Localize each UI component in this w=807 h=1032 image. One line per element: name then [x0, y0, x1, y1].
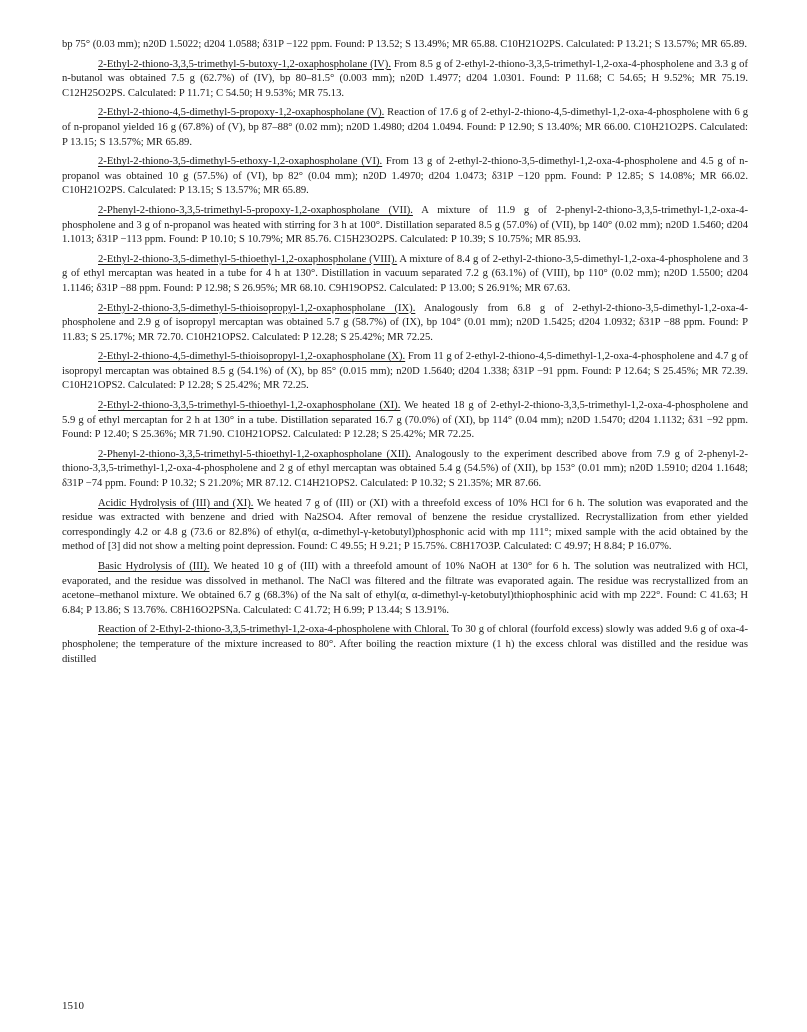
paragraph-body: bp 75° (0.03 mm); n20D 1.5022; d204 1.0588; δ31P −122 ppm. Found: P 13.52; S 13.49%; MR 65.88. C10H21O2PS. Calculated: P 13.21; S 13.57%; MR 65.89. [62, 39, 747, 50]
paragraph-heading: Reaction of 2-Ethyl-2-thiono-3,3,5-trimethyl-1,2-oxa-4-phospholene with Chloral. [98, 624, 449, 636]
paragraph-body: Analogously from 6.8 g of 2-ethyl-2-thiono-3,5-dimethyl-1,2-oxa-4-phospholene and 2.9 g of isopropyl mercaptan was obtained 5.7 g (58.7%) of (IX), bp 104° (0.01 mm); n20D 1.5425; d204 1.0932; δ31P −88 ppm. Found: P 11.83; S 25.17%; MR 72.70. C10H21OPS2. Calculated: P 12.28; S 25.42%; MR 72.25. [62, 302, 748, 343]
paragraph-chloral-reaction [62, 623, 748, 667]
paragraph-compound-v [62, 106, 748, 150]
paragraph-heading: 2-Ethyl-2-thiono-4,5-dimethyl-5-thioisopropyl-1,2-oxaphospholane (X). [98, 351, 406, 363]
paragraph-compound-viii [62, 253, 748, 297]
paragraph-body: A mixture of 8.4 g of 2-ethyl-2-thiono-3,5-dimethyl-1,2-oxa-4-phospholene and 3 g of ethyl mercaptan was heated in a tube for 4 h at 130°. Distillation in vacuum separated 7.2 g (63.1%) of (VIII), bp 110° (0.02 mm); n20D 1.5500; d204 1.1146; δ31P −88 ppm. Found: P 12.98; S 26.95%; MR 68.10. C9H19OPS2. Calculated: P 13.00; S 26.91%; MR 67.63. [62, 253, 749, 294]
paragraph-compound-x [62, 350, 748, 394]
paragraph-body: Reaction of 17.6 g of 2-ethyl-2-thiono-4,5-dimethyl-1,2-oxa-4-phospholene with 6 g of n-propanol yielded 16 g (67.8%) of (V), bp 87–88° (0.02 mm); n20D 1.4980; d204 1.0494. Found: P 12.90; S 13.40%; MR 66.00. C10H21O2PS. Calculated: P 13.15; S 13.57%; MR 65.89. [62, 107, 748, 148]
paragraph-basic-hydrolysis [62, 560, 748, 618]
paragraph-body: We heated 10 g of (III) with a threefold amount of 10% NaOH at 130° for 6 h. The solution was neutralized with HCl, evaporated, and the residue was dissolved in methanol. The NaCl was filtered and the filtrate was evaporated again. The residue was recrystallized from an acetone–methanol mixture. We obtained 6.7 g (68.3%) of the Na salt of ethyl(α, α-dimethyl-γ-ketobutyl)thiophosphinic acid with mp 222°. Found: C 41.63; H 6.84; P 13.86; S 13.76%. C8H16O2PSNa. Calculated: C 41.72; H 6.99; P 13.44; S 13.91%. [62, 561, 749, 616]
paragraph-heading: Acidic Hydrolysis of (III) and (XI). [98, 497, 254, 509]
paragraph-body: To 30 g of chloral (fourfold excess) slowly was added 9.6 g of oxa-4-phospholene; the temperature of the mixture increased to 80°. After boiling the reaction mixture (1 h) the excess chloral was distilled and the residue was distilled [62, 624, 748, 665]
paragraph-heading: 2-Ethyl-2-thiono-3,5-dimethyl-5-thioethyl-1,2-oxaphospholane (VIII). [98, 253, 398, 265]
paragraph-body: A mixture of 11.9 g of 2-phenyl-2-thiono-3,3,5-trimethyl-1,2-oxa-4-phospholene and 3 g of n-propanol was heated with stirring for 3 h at 100°. Distillation separated 8.5 g (57.0%) of (VII), bp 140° (0.02 mm); n20D 1.5460; d204 1.1013; δ31P −113 ppm. Found: P 10.10; S 10.79%; MR 85.76. C15H23O2PS. Calculated: P 10.39; S 10.75%; MR 85.93. [62, 204, 748, 246]
paragraph-compound-xi [62, 399, 748, 443]
paragraph-compound-ix [62, 302, 748, 346]
paragraph-compound-xii [62, 448, 748, 492]
paragraph-heading: 2-Phenyl-2-thiono-3,3,5-trimethyl-5-thioethyl-1,2-oxaphospholane (XII). [98, 448, 411, 460]
paragraph-heading: 2-Ethyl-2-thiono-3,3,5-trimethyl-5-butoxy-1,2-oxaphospholane (IV). [98, 58, 391, 70]
paragraph-heading: 2-Ethyl-2-thiono-3,3,5-trimethyl-5-thioethyl-1,2-oxaphospholane (XI). [98, 400, 401, 412]
paragraph-body: From 13 g of 2-ethyl-2-thiono-3,5-dimethyl-1,2-oxa-4-phospholene and 4.5 g of n-propanol was obtained 10 g (57.5%) of (VI), bp 82° (0.04 mm); n20D 1.4970; d204 1.0473; δ31P −120 ppm. Found: P 12.85; S 14.08%; MR 66.02. C10H21O2PS. Calculated: P 13.15; S 13.57%; MR 65.89. [62, 156, 748, 197]
paragraph-compound-iv [62, 58, 748, 102]
paragraph-heading: 2-Ethyl-2-thiono-3,5-dimethyl-5-thioisopropyl-1,2-oxaphospholane (IX). [98, 302, 416, 314]
paragraph-heading: 2-Ethyl-2-thiono-3,5-dimethyl-5-ethoxy-1,2-oxaphospholane (VI). [98, 156, 383, 168]
page-number: 1510 [62, 1000, 84, 1012]
paragraph-body: We heated 18 g of 2-ethyl-2-thiono-3,3,5-trimethyl-1,2-oxa-4-phospholene and 5.9 g of ethyl mercaptan for 2 h at 130° in a tube. Distillation separated 16.7 g (70.0%) of (XI), bp 114° (0.04 mm); n20D 1.5470; d204 1.1132; δ31 −92 ppm. Found: P 12.40; S 25.36%; MR 71.90. C10H21OPS2. Calculated: P 12.28; S 25.42%; MR 72.25. [62, 400, 748, 441]
paragraph-compound-vi [62, 155, 748, 199]
paragraph-compound-vii [62, 204, 748, 248]
paragraph-body: From 8.5 g of 2-ethyl-2-thiono-3,3,5-trimethyl-1,2-oxa-4-phospholene and 3.3 g of n-butanol was obtained 7.5 g (62.7%) of (IV), bp 80–81.5° (0.003 mm); n20D 1.4977; d204 1.0301. Found: P 11.68; C 54.65; H 9.52%; MR 75.19. C12H25O2PS. Calculated: P 11.71; C 54.50; H 9.53%; MR 75.13. [62, 58, 748, 99]
paragraph-acidic-hydrolysis [62, 497, 748, 555]
paragraph-body: We heated 7 g of (III) or (XI) with a threefold excess of 10% HCl for 6 h. The solution was evaporated and the residue was extracted with benzene and dried with Na2SO4. After removal of benzene the residue crystallized. Recrystallization from ether yielded correspondingly 4.2 or 4.8 g (73.6 or 82.8%) of ethyl(α, α-dimethyl-γ-ketobutyl)phosphonic acid with mp 111°; mixed sample with the acid obtained by the method of [3] did not show a melting point depression. Found: C 49.55; H 9.21; P 15.75%. C8H17O3P. Calculated: C 49.97; H 8.84; P 16.07%. [62, 497, 749, 553]
paragraph-heading: 2-Ethyl-2-thiono-4,5-dimethyl-5-propoxy-1,2-oxaphospholane (V). [98, 107, 385, 119]
paragraph-body: Analogously to the experiment described above from 7.9 g of 2-phenyl-2-thiono-3,3,5-trimethyl-1,2-oxa-4-phospholene and 2 g of ethyl mercaptan was obtained 5.4 g (54.5%) of (XII), bp 153° (0.01 mm); n20D 1.5910; d204 1.1648; δ31P −74 ppm. Found: P 10.32; S 21.20%; MR 87.12. C14H21OPS2. Calculated: P 10.32; S 21.35%; MR 87.66. [62, 448, 748, 490]
article-text [62, 38, 748, 672]
paragraph-continuation [62, 38, 748, 53]
paragraph-body: From 11 g of 2-ethyl-2-thiono-4,5-dimethyl-1,2-oxa-4-phospholene and 4.7 g of isopropyl mercaptan was obtained 8.5 g (54.1%) of (X), bp 85° (0.015 mm); n20D 1.5640; d204 1.338; δ31P −91 ppm. Found: P 12.64; S 25.45%; MR 72.39. C10H21OPS2. Calculated: P 12.28; S 25.42%; MR 72.25. [62, 351, 748, 392]
paragraph-heading: Basic Hydrolysis of (III). [98, 561, 210, 572]
paragraph-heading: 2-Phenyl-2-thiono-3,3,5-trimethyl-5-propoxy-1,2-oxaphospholane (VII). [98, 204, 413, 216]
